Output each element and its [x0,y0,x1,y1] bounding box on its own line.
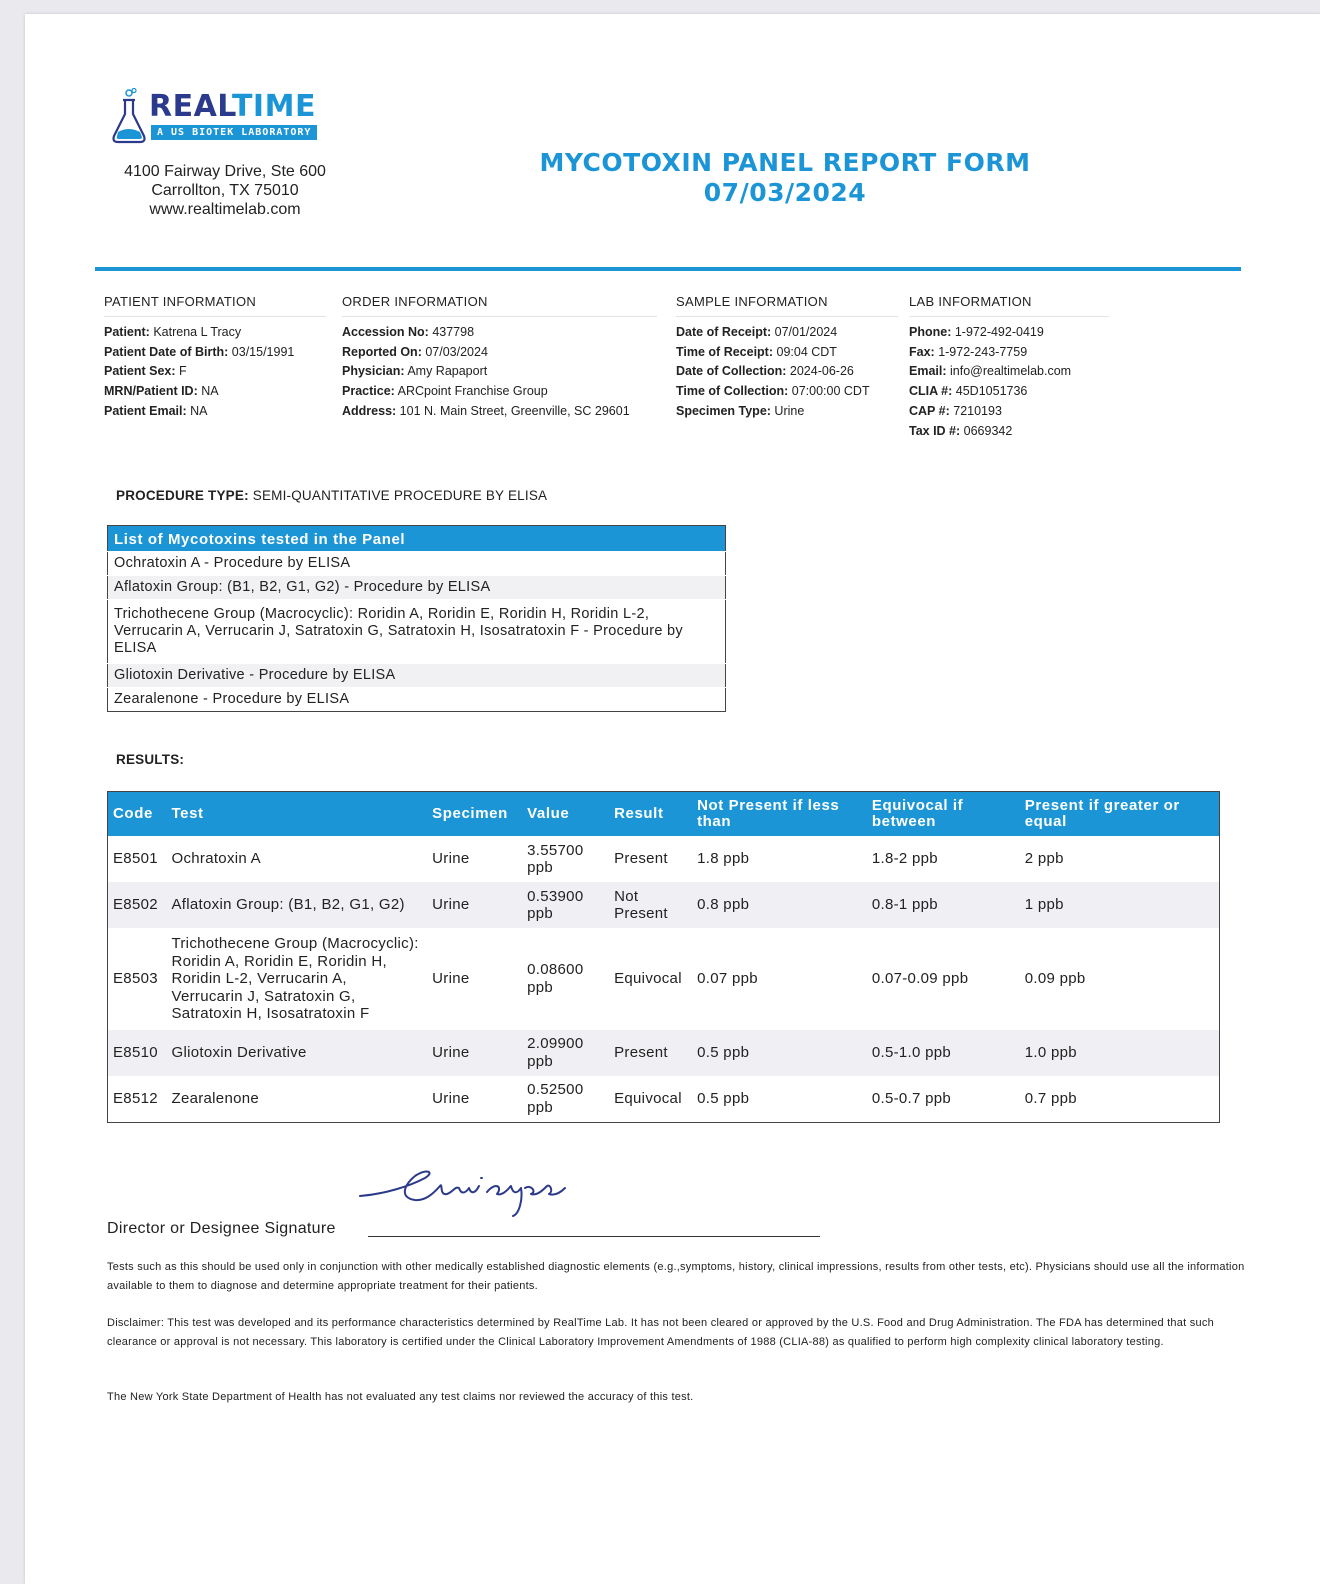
signature-image [355,1164,575,1224]
info-label: Tax ID #: [909,423,961,438]
procedure-value: SEMI-QUANTITATIVE PROCEDURE BY ELISA [252,488,548,503]
info-value: 45D1051736 [955,384,1028,399]
info-label: CAP #: [909,403,950,418]
panel-list-item-text: Trichothecene Group (Macrocyclic): Roridin A, Roridin E, Roridin H, Roridin L-2, Verrucarin A, Verrucarin J, Satratoxin G, Satratoxin H, Isosatratoxin F - Procedure by ELISA [108,600,726,664]
results-column-header: Test [166,792,427,837]
results-heading [116,752,184,767]
results-cell: 0.53900 ppb [522,882,609,928]
info-row [676,362,898,382]
info-row [909,323,1109,343]
results-cell: Ochratoxin A [171,850,261,868]
panel-list-item-text: Aflatoxin Group: (B1, B2, G1, G2) - Procedure by ELISA [108,576,726,600]
patient-info-rows [104,323,326,422]
info-value: 0669342 [963,423,1013,438]
results-column-header: Equivocal if between [867,792,1020,837]
results-cell: Present [614,850,668,868]
results-cell: 0.09 ppb [1024,970,1086,987]
info-value: 07:00:00 CDT [791,384,870,399]
results-cell: Equivocal [614,970,682,987]
panel-list-heading: List of Mycotoxins tested in the Panel [108,526,726,552]
results-cell: 0.08600 ppb [527,961,584,996]
procedure-label: PROCEDURE TYPE: [116,488,249,503]
info-row [104,343,326,363]
results-cell: 2.09900 ppb [522,1030,609,1076]
panel-list-item-text: Gliotoxin Derivative - Procedure by ELISA [108,664,726,688]
order-info-heading: ORDER INFORMATION [342,292,657,317]
info-label: Specimen Type: [676,403,771,418]
footer-nys-note: The New York State Department of Health has not evaluated any test claims nor reviewed the accuracy of this test. [107,1391,694,1403]
patient-info-section [104,292,326,422]
info-label: CLIA #: [909,384,953,399]
results-cell: 0.7 ppb [1024,1089,1077,1107]
results-heading-label: RESULTS: [116,752,185,767]
info-row [909,382,1109,402]
info-row [909,343,1109,363]
results-cell: Aflatoxin Group: (B1, B2, G1, G2) [166,882,427,928]
footer-disclaimer: Disclaimer: This test was developed and its performance characteristics determined by RealTime Lab. It has not been cleared or approved by the U.S. Food and Drug Administration. The FDA has determined that such clearance or approval is not necessary. This laboratory is certified under the Clinical Laboratory Improvement Amendments of 1988 (CLIA-88) as qualified to perform high complexity clinical laboratory testing. [107,1317,1215,1348]
order-info-rows [342,323,657,422]
info-label: Patient Sex: [104,364,176,379]
info-label: Patient Date of Birth: [104,344,229,359]
info-row [342,362,657,382]
sample-info-heading: SAMPLE INFORMATION [676,292,898,317]
results-cell: 2 ppb [1024,850,1064,868]
info-row [909,402,1109,422]
panel-list-item [108,576,726,600]
info-label: Patient: [104,324,150,339]
results-cell: 0.07-0.09 ppb [871,970,969,987]
results-column-header: Code [108,792,167,837]
info-value: 7210193 [953,403,1002,418]
info-label: Practice: [342,384,395,399]
info-row [676,382,898,402]
address-line1: 4100 Fairway Drive, Ste 600 [124,163,326,180]
patient-info-heading: PATIENT INFORMATION [104,292,326,317]
logo-tagline: A US BIOTEK LABORATORY [151,125,317,140]
report-title-block [485,148,1085,208]
info-value: F [179,364,187,379]
results-cell: Trichothecene Group (Macrocyclic): Roridin A, Roridin E, Roridin H, Roridin L-2, Verrucarin A, Verrucarin J, Satratoxin G, Satratoxin H, Isosatratoxin F [171,935,419,1022]
results-cell: 0.5 ppb [692,1030,867,1076]
panel-list-item [108,600,726,664]
results-column-header: Present if greater or equal [1020,792,1220,837]
info-label: Phone: [909,324,952,339]
results-cell: 0.5-0.7 ppb [871,1089,952,1107]
order-info-section [342,292,657,422]
results-cell: E8503 [113,970,158,987]
signature-label: Director or Designee Signature [107,1220,336,1237]
results-cell: 0.07 ppb [697,970,758,987]
logo-name-dark: REAL [149,89,232,124]
info-label: Date of Receipt: [676,324,772,339]
address-line2: Carrollton, TX 75010 [151,182,299,199]
results-cell: 3.55700 ppb [527,841,584,876]
results-row [108,1030,1220,1076]
info-row [676,343,898,363]
info-label: Time of Collection: [676,384,789,399]
info-value: 1-972-492-0419 [954,324,1044,339]
logo-wordmark [149,89,316,124]
info-label: Reported On: [342,344,422,359]
results-cell: 0.8-1 ppb [867,882,1020,928]
info-row [104,382,326,402]
report-date: 07/03/2024 [703,178,867,207]
results-cell: Urine [432,1089,470,1107]
results-column-header: Not Present if less than [692,792,867,837]
info-label: Address: [342,403,397,418]
info-label: Time of Receipt: [676,344,774,359]
procedure-type [116,488,547,503]
results-cell: 1.8 ppb [697,850,750,868]
results-row [108,836,1220,882]
info-row [104,362,326,382]
results-row [108,1076,1220,1123]
lab-info-section [909,292,1109,442]
info-row [909,422,1109,442]
lab-website: www.realtimelab.com [149,201,301,218]
info-value: Amy Rapaport [407,364,488,379]
results-cell: Equivocal [614,1089,682,1107]
info-label: Date of Collection: [676,364,787,379]
panel-list-item [108,552,726,576]
info-value: Urine [774,403,805,418]
results-cell: 0.5 ppb [697,1089,750,1107]
results-column-header: Specimen [427,792,522,837]
info-row [342,402,657,422]
results-cell: Urine [427,882,522,928]
report-page [25,14,1320,1584]
results-cell: 0.52500 ppb [527,1081,584,1116]
info-row [676,402,898,422]
info-value: 101 N. Main Street, Greenville, SC 29601 [399,403,630,418]
info-row [104,323,326,343]
panel-list-item [108,664,726,688]
footer-note: Tests such as this should be used only in conjunction with other medically established diagnostic elements (e.g.,symptoms, history, clinical impressions, results from other tests, etc). Physicians should use all the information available to them to diagnose and determine appropriate treatment for their patients. [107,1261,1245,1292]
info-value: 03/15/1991 [231,344,295,359]
results-cell: Urine [432,850,470,868]
info-row [342,343,657,363]
info-value: 437798 [432,324,475,339]
info-label: Patient Email: [104,403,187,418]
panel-list-item-text: Zearalenone - Procedure by ELISA [108,688,726,712]
results-cell: Gliotoxin Derivative [166,1030,427,1076]
results-cell: 0.8 ppb [692,882,867,928]
header-divider [95,267,1241,271]
results-table [107,791,1220,1123]
panel-list-item [108,688,726,712]
sample-info-section [676,292,898,422]
results-column-header: Result [609,792,692,837]
info-row [342,382,657,402]
report-title: MYCOTOXIN PANEL REPORT FORM [539,148,1031,177]
info-row [104,402,326,422]
results-row [108,928,1220,1030]
results-cell: 1 ppb [1020,882,1220,928]
info-value: 2024-06-26 [789,364,854,379]
info-value: 07/01/2024 [774,324,838,339]
logo-name-blue: TIME [231,89,316,124]
results-cell: Not Present [609,882,692,928]
info-label: MRN/Patient ID: [104,384,198,399]
results-cell: E8502 [108,882,167,928]
info-value: ARCpoint Franchise Group [397,384,548,399]
info-label: Accession No: [342,324,429,339]
lab-address [105,162,345,219]
info-label: Fax: [909,344,935,359]
info-value: NA [190,403,208,418]
info-value: NA [201,384,219,399]
info-row [676,323,898,343]
info-row [909,362,1109,382]
info-label: Email: [909,364,947,379]
info-value: info@realtimelab.com [950,364,1072,379]
results-cell: Urine [427,1030,522,1076]
info-value: 09:04 CDT [776,344,837,359]
lab-logo [109,88,339,148]
panel-list [107,525,726,712]
results-row [108,882,1220,928]
results-cell: E8510 [108,1030,167,1076]
results-cell: E8512 [113,1089,158,1107]
info-row [342,323,657,343]
signature-line [368,1236,820,1237]
results-cell: Urine [432,970,470,987]
results-column-header: Value [522,792,609,837]
sample-info-rows [676,323,898,422]
results-cell: E8501 [113,850,158,868]
panel-list-item-text: Ochratoxin A - Procedure by ELISA [108,552,726,576]
results-cell: 1.0 ppb [1020,1030,1220,1076]
lab-info-rows [909,323,1109,442]
results-cell: 0.5-1.0 ppb [867,1030,1020,1076]
results-cell: 1.8-2 ppb [871,850,938,868]
results-cell: Present [609,1030,692,1076]
info-label: Physician: [342,364,405,379]
info-value: 07/03/2024 [425,344,488,359]
results-cell: Zearalenone [171,1089,260,1107]
info-value: 1-972-243-7759 [938,344,1028,359]
lab-info-heading: LAB INFORMATION [909,292,1109,317]
info-value: Katrena L Tracy [153,324,242,339]
flask-icon [109,88,149,148]
